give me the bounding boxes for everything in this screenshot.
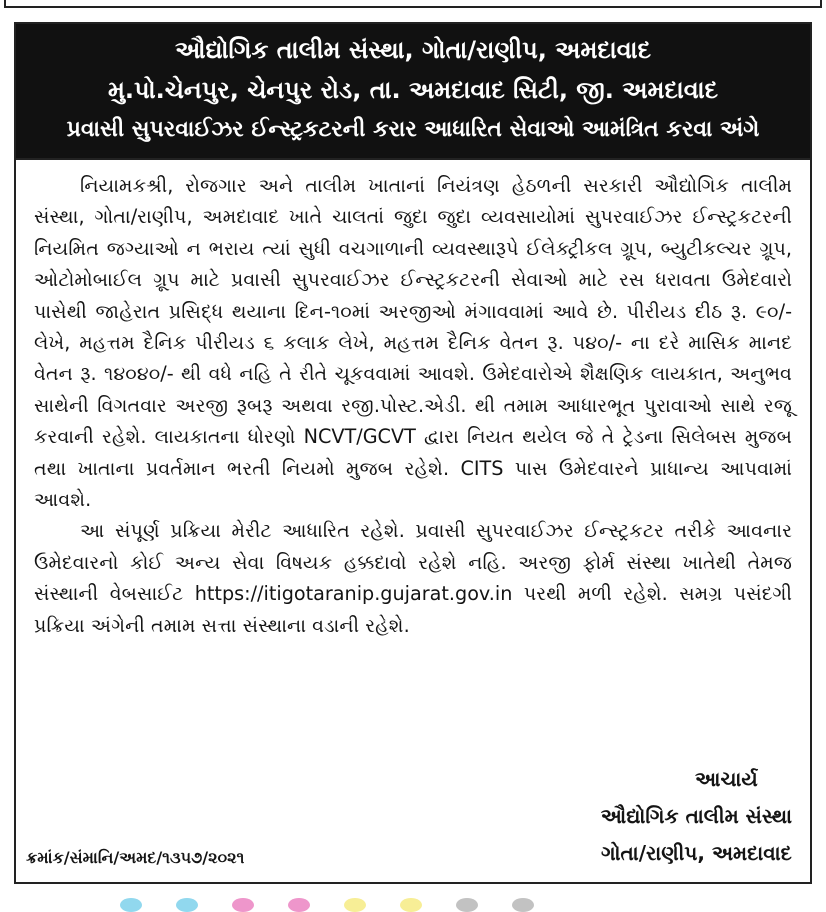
signatory-place: ગોતા/રાણીપ, અમદાવાદ (600, 841, 792, 865)
notice-header (16, 24, 810, 160)
paragraph-1: નિયામકશ્રી, રોજગાર અને તાલીમ ખાતાનાં નિયંત્રણ હેઠળની સરકારી ઔદ્યોગિક તાલીમ સંસ્થા, ગોતા/રાણીપ, અમદાવાદ ખાતે ચાલતાં જુદા જુદા વ્યવસાયોમાં સુપરવાઈઝર ઈન્સ્ટ્રકટરની નિયમિત જગ્યાઓ ન ભરાય ત્યાં સુધી વચગાળાની વ્યવસ્થારૂપે ઈલેક્ટ્રીકલ ગ્રૂપ, બ્યુટીકલ્ચર ગ્રૂપ, ઓટોમોબાઈલ ગ્રૂપ માટે પ્રવાસી સુપરવાઈઝર ઈન્સ્ટ્રકટરની સેવાઓ માટે રસ ધરાવતા ઉમેદવારો પાસેથી જાહેરાત પ્રસિદ્ધ થયાના દિન-૧૦માં અરજીઓ મંગાવવામાં આવે છે. પીરીયડ દીઠ રૂ. ૯૦/- લેખે, મહત્તમ દૈનિક પીરીયડ ૬ કલાક લેખે, મહત્તમ દૈનિક વેતન રૂ. ૫૪૦/- ના દરે માસિક માનદ વેતન રૂ. ૧૪૦૪૦/- થી વધે નહિ તે રીતે ચૂકવવામાં આવશે. ઉમેદવારોએ શૈક્ષણિક લાયકાત, અનુભવ સાથેની વિગતવાર અરજી રૂબરૂ અથવા રજી.પોસ્ટ.એડી. થી તમામ આધારભૂત પુરાવાઓ સાથે રજૂ કરવાની રહેશે. લાયકાતના ધોરણો NCVT/GCVT દ્વારા નિયત થયેલ જે તે ટ્રેડના સિલેબસ મુજબ તથા ખાતાના પ્રવર્તમાન ભરતી નિયમો મુજબ રહેશે. CITS પાસ ઉમેદવારને પ્રાધાન્ય આપવામાં આવશે. (34, 174, 792, 512)
signatory-title: આચાર્ય (695, 767, 758, 791)
print-registration-marks (120, 898, 534, 910)
signatory-org: ઔદ્યોગિક તાલીમ સંસ્થા (600, 804, 792, 828)
notice-subject: પ્રવાસી સુપરવાઈઝર ઈન્સ્ટ્રકટરની કરાર આધારિત સેવાઓ આમંત્રિત કરવા અંગે (66, 117, 760, 142)
paragraph-2: આ સંપૂર્ણ પ્રક્રિયા મેરીટ આધારિત રહેશે. પ્રવાસી સુપરવાઈઝર ઈન્સ્ટ્રકટર તરીકે આવનાર ઉમેદવારનો કોઈ અન્ય સેવા વિષયક હક્કદાવો રહેશે નહિ. અરજી ફોર્મ સંસ્થા ખાતેથી તેમજ સંસ્થાની વેબસાઈટ https://itigotaranip.gujarat.gov.in પરથી મળી રહેશે. સમગ્ર પસંદગી પ્રક્રિયા અંગેની તમામ સત્તા સંસ્થાના વડાની રહેશે. (34, 519, 792, 637)
signature-block (601, 761, 792, 872)
reference-number: ક્રમાંક/સંમાનિ/અમદ/૧૩૫૭/૨૦૨૧ (26, 848, 245, 867)
notice-body (16, 160, 810, 641)
notice-box (14, 22, 812, 884)
institute-address: મુ.પો.ચેનપુર, ચેનપુર રોડ, તા. અમદાવાદ સિટી, જી. અમદાવાદ (107, 76, 719, 104)
previous-ad-border (4, 0, 822, 8)
institute-name: ઔદ્યોગિક તાલીમ સંસ્થા, ગોતા/રાણીપ, અમદાવાદ (175, 36, 651, 64)
